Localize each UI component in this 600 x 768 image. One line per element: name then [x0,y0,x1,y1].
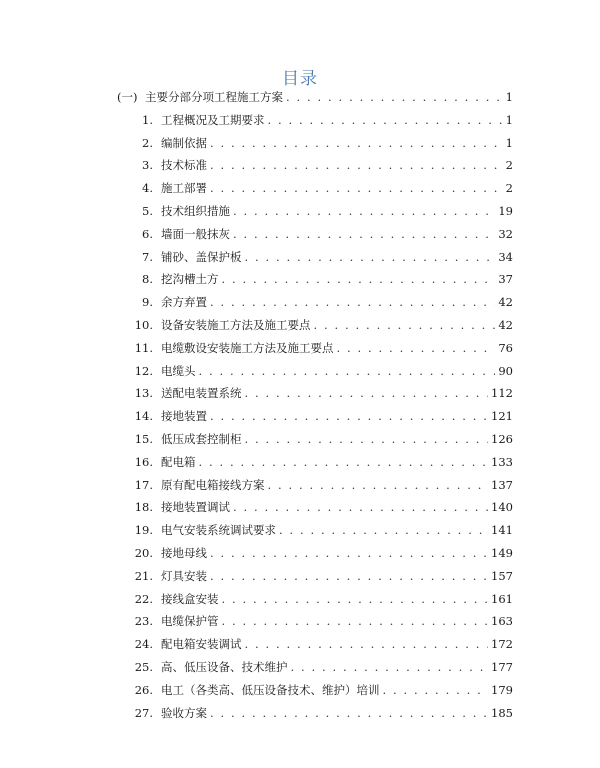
toc-page-number: 157 [491,568,513,583]
toc-entry[interactable] [133,591,513,607]
toc-entry-label: 灯具安装 [161,568,207,583]
toc-page-number: 2 [505,158,513,173]
dot-leader [245,431,489,447]
toc-page-number: 1 [505,135,513,150]
toc-entry-number: 2. [142,135,153,150]
dot-leader [210,180,503,196]
toc-entry-number: 10. [134,318,153,332]
dot-leader [210,705,488,721]
toc-page-number: 126 [491,432,513,446]
toc-page-number: 141 [491,523,513,538]
toc-entry[interactable] [133,499,513,515]
dot-leader [279,522,488,538]
dot-leader [245,636,489,652]
toc-page-number: 42 [498,295,513,310]
toc-entry-number: 3. [142,158,153,173]
toc-entry-number: 9. [142,295,153,310]
toc-entry-label: 电缆保护管 [161,614,219,629]
toc-page-number: 90 [498,363,513,378]
dot-leader [210,545,488,561]
toc-entry[interactable] [133,454,513,470]
dot-leader [222,271,496,287]
toc-page-number: 1 [505,112,513,127]
toc-entry-label: 电工（各类高、低压设备技术、维护）培训 [161,682,380,697]
dot-leader [314,317,496,333]
toc-entry[interactable] [133,659,513,675]
toc-entry-number: 21. [134,568,153,583]
toc-entry[interactable] [133,613,513,629]
toc-entry-label: 工程概况及工期要求 [161,112,265,127]
dot-leader [337,340,496,356]
toc-entry[interactable] [133,317,513,333]
toc-entry[interactable] [133,682,513,698]
toc-entry-label: 接线盒安装 [161,591,219,606]
toc-entry-number: 12. [134,363,153,378]
toc-entry-label: 铺砂、盖保护板 [161,249,242,264]
dot-leader [245,249,496,265]
toc-entry[interactable] [133,408,513,424]
toc-entry-label: 余方弃置 [161,295,207,310]
toc-entry-number: 17. [134,477,153,492]
toc-page-number: 149 [491,546,513,560]
toc-entry-label: 配电箱安装调试 [161,637,242,652]
dot-leader [286,89,503,105]
toc-entry-label: 验收方案 [161,705,207,720]
toc-page-number: 137 [491,477,513,492]
toc-page-number: 32 [498,226,513,241]
toc-entry[interactable] [133,271,513,287]
toc-entry-number: 8. [142,272,153,287]
toc-page-number: 133 [491,454,513,469]
toc-entry-number: 23. [134,614,153,629]
toc-entry-label: 电缆敷设安装施工方法及施工要点 [161,340,334,355]
dot-leader [291,659,489,675]
toc-entry[interactable] [133,203,513,219]
toc-page-number: 172 [491,637,513,652]
toc-page-number: 179 [491,682,513,697]
toc-entry[interactable] [133,545,513,561]
toc-entry[interactable] [133,112,513,128]
toc-entry[interactable] [133,249,513,265]
toc-entry-number: 11. [134,340,153,355]
toc-entry-label: 编制依据 [161,135,207,150]
dot-leader [210,294,495,310]
toc-section-entry[interactable] [117,89,513,105]
toc-entry-label: 技术组织措施 [161,204,230,218]
toc-page-number: 1 [505,90,513,104]
toc-entry-label: 配电箱 [161,454,196,469]
toc-page-number: 2 [505,181,513,196]
toc-entry-number: 19. [134,523,153,538]
toc-entry-number: 6. [142,226,153,241]
toc-entry[interactable] [133,363,513,379]
toc-entry[interactable] [133,340,513,356]
toc-entry-number: 27. [134,705,153,720]
dot-leader [233,203,495,219]
toc-entry-label: 高、低压设备、技术维护 [161,660,288,674]
dot-leader [210,408,488,424]
dot-leader [222,613,489,629]
toc-entry-label: 设备安装施工方法及施工要点 [161,318,311,332]
toc-entry[interactable] [133,294,513,310]
toc-page-number: 185 [491,705,513,720]
toc-page-number: 140 [491,500,513,515]
toc-entry-label: 低压成套控制柜 [161,432,242,446]
toc-entry[interactable] [133,568,513,584]
toc-page-number: 37 [498,272,513,287]
toc-entry[interactable] [133,477,513,493]
toc-entry-number: 22. [134,591,153,606]
toc-entry-number: 20. [134,546,153,560]
toc-page-number: 42 [498,318,513,332]
toc-page-number: 112 [491,386,513,401]
toc-entry-number: 13. [134,386,153,401]
toc-entry[interactable] [133,431,513,447]
toc-entry-label: 墙面一般抹灰 [161,226,230,241]
toc-entry-label: 电缆头 [161,363,196,378]
toc-entry-label: 施工部署 [161,181,207,196]
toc-entry-label: 送配电装置系统 [161,386,242,401]
toc-entry-label: 接地装置 [161,409,207,424]
toc-entry[interactable] [133,522,513,538]
toc-section-number: (一) [117,90,138,104]
toc-entry-number: 18. [134,500,153,515]
toc-page-number: 34 [498,249,513,264]
dot-leader [222,591,489,607]
toc-page-number: 177 [491,660,513,674]
toc-entry[interactable] [133,705,513,721]
toc-page-number: 163 [491,614,513,629]
toc-entry-label: 接地装置调试 [161,500,230,515]
toc-entry-label: 原有配电箱接线方案 [161,477,265,492]
toc-page-number: 76 [498,340,513,355]
dot-leader [210,135,503,151]
toc-entry-number: 1. [142,112,153,127]
toc-entry-number: 26. [134,682,153,697]
dot-leader [233,499,488,515]
toc-entry-number: 14. [134,409,153,424]
toc-page-number: 121 [491,409,513,424]
toc-entry-label: 电气安装系统调试要求 [161,523,276,538]
toc-entry[interactable] [133,180,513,196]
toc-entry[interactable] [133,385,513,401]
toc-entry-label: 接地母线 [161,546,207,560]
toc-entry-number: 7. [142,249,153,264]
toc-entry-number: 24. [134,637,153,652]
toc-entry-number: 4. [142,181,153,196]
toc-entry-number: 25. [134,660,153,674]
dot-leader [210,157,503,173]
toc-entry-number: 16. [134,454,153,469]
toc-section-label: 主要分部分项工程施工方案 [145,90,283,104]
dot-leader [268,112,503,128]
dot-leader [199,363,496,379]
toc-entry[interactable] [133,226,513,242]
toc-entry-number: 5. [142,204,153,218]
toc-entry[interactable] [133,636,513,652]
toc-page-number: 19 [498,204,513,218]
dot-leader [210,568,488,584]
dot-leader [383,682,489,698]
dot-leader [199,454,489,470]
toc-title: 目录 [282,69,318,89]
toc-entry-label: 挖沟槽土方 [161,272,219,287]
toc-entry[interactable] [133,135,513,151]
toc-entry-number: 15. [134,432,153,446]
dot-leader [245,385,489,401]
toc-entry-label: 技术标准 [161,158,207,173]
dot-leader [268,477,489,493]
dot-leader [233,226,495,242]
toc-page-number: 161 [491,591,513,606]
toc-entry[interactable] [133,157,513,173]
